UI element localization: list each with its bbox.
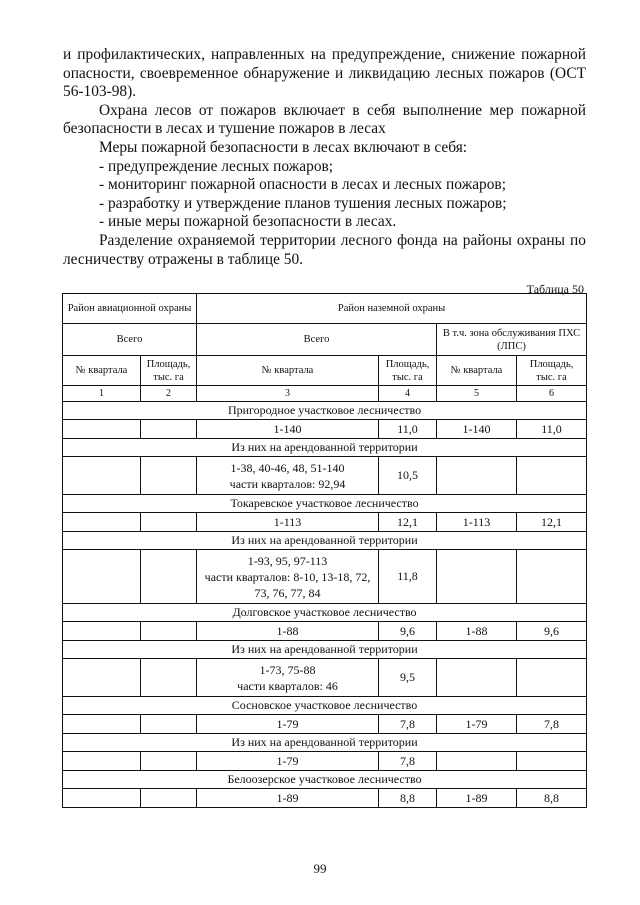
cell-area: 7,8	[379, 715, 437, 734]
table-caption: Таблица 50	[526, 282, 584, 296]
kv-line: 73, 76, 77, 84	[254, 585, 321, 600]
cell-area: 8,8	[379, 789, 437, 808]
header-zone: В т.ч. зона обслуживания ПХС (ЛПС)	[437, 324, 587, 356]
cell-kv: 1-113	[197, 513, 379, 532]
kv-line: части кварталов: 92,94	[229, 476, 346, 491]
cell-area-zone: 8,8	[517, 789, 587, 808]
cell-area-zone: 9,6	[517, 622, 587, 641]
table-row	[63, 622, 587, 641]
header-col-area: Площадь, тыс. га	[141, 356, 197, 386]
kv-line: 1-38, 40-46, 48, 51-140	[230, 460, 345, 475]
cell-kv: 1-79	[197, 715, 379, 734]
cell-kv-zone: 1-88	[437, 622, 517, 641]
table-row	[63, 550, 587, 604]
cell-area: 9,6	[379, 622, 437, 641]
header-col-kv: № квартала	[197, 356, 379, 386]
header-total-air: Всего	[63, 324, 197, 356]
kv-line: 1-93, 95, 97-113	[247, 553, 328, 568]
header-col-area: Площадь, тыс. га	[379, 356, 437, 386]
forest-protection-table	[62, 293, 587, 808]
page-number: 99	[313, 861, 327, 876]
list-item: - предупреждение лесных пожаров;	[99, 157, 334, 175]
cell-kv: 1-79	[197, 752, 379, 771]
lease-title: Из них на арендованной территории	[63, 532, 587, 550]
table-row	[63, 752, 587, 771]
cell-kv-zone: 1-89	[437, 789, 517, 808]
cell-area: 10,5	[379, 457, 437, 495]
cell-kv-zone: 1-113	[437, 513, 517, 532]
section-title: Токаревское участковое лесничество	[63, 495, 587, 513]
cell-area: 11,8	[379, 550, 437, 604]
header-col-kv: № квартала	[437, 356, 517, 386]
list-item: - мониторинг пожарной опасности в лесах и лесных пожаров;	[99, 176, 506, 194]
cell-area: 12,1	[379, 513, 437, 532]
cell-area: 11,0	[379, 420, 437, 439]
kv-line: 1-73, 75-88	[259, 662, 316, 677]
lease-title: Из них на арендованной территории	[63, 439, 587, 457]
cell-kv-multiline	[197, 457, 379, 495]
table-row	[63, 420, 587, 439]
lease-title: Из них на арендованной территории	[63, 641, 587, 659]
header-ground: Район наземной охраны	[197, 294, 587, 324]
paragraph-1: и профилактических, направленных на предупреждение, снижение пожарной опасности, своевременное обнаружение и ликвидацию лесных пожаров (ОСТ 56-103-98).	[63, 46, 586, 101]
cell-kv-multiline	[197, 659, 379, 697]
body-text	[63, 46, 586, 269]
section-title: Белоозерское участковое лесничество	[63, 771, 587, 789]
lease-title: Из них на арендованной территории	[63, 734, 587, 752]
list-item: - иные меры пожарной безопасности в лесах.	[99, 213, 397, 231]
col-number: 4	[379, 386, 437, 402]
col-number: 6	[517, 386, 587, 402]
header-col-area: Площадь, тыс. га	[517, 356, 587, 386]
cell-area-zone: 11,0	[517, 420, 587, 439]
cell-kv: 1-88	[197, 622, 379, 641]
table-row	[63, 513, 587, 532]
header-col-kv: № квартала	[63, 356, 141, 386]
table-row	[63, 457, 587, 495]
cell-area-zone: 7,8	[517, 715, 587, 734]
cell-area: 7,8	[379, 752, 437, 771]
cell-kv-zone: 1-79	[437, 715, 517, 734]
table-row	[63, 659, 587, 697]
header-air: Район авиационной охраны	[63, 294, 197, 324]
cell-kv-zone: 1-140	[437, 420, 517, 439]
col-number: 5	[437, 386, 517, 402]
col-number: 1	[63, 386, 141, 402]
kv-line: части кварталов: 46	[237, 678, 338, 693]
paragraph-4: Разделение охраняемой территории лесного фонда на районы охраны по лесничеству отражены в таблице 50.	[63, 231, 586, 268]
table-row	[63, 715, 587, 734]
cell-area: 9,5	[379, 659, 437, 697]
header-total-ground: Всего	[197, 324, 437, 356]
list-item: - разработку и утверждение планов тушения лесных пожаров;	[99, 194, 507, 212]
col-number: 2	[141, 386, 197, 402]
paragraph-2: Охрана лесов от пожаров включает в себя выполнение мер пожарной безопасности в лесах и тушение пожаров в лесах	[63, 101, 586, 138]
cell-kv: 1-89	[197, 789, 379, 808]
cell-area-zone: 12,1	[517, 513, 587, 532]
col-number: 3	[197, 386, 379, 402]
section-title: Пригородное участковое лесничество	[63, 402, 587, 420]
table-row	[63, 789, 587, 808]
section-title: Долговское участковое лесничество	[63, 604, 587, 622]
kv-line: части кварталов: 8-10, 13-18, 72,	[204, 569, 371, 584]
cell-kv-multiline	[197, 550, 379, 604]
cell-kv: 1-140	[197, 420, 379, 439]
section-title: Сосновское участковое лесничество	[63, 697, 587, 715]
paragraph-3: Меры пожарной безопасности в лесах включают в себя:	[99, 138, 468, 156]
